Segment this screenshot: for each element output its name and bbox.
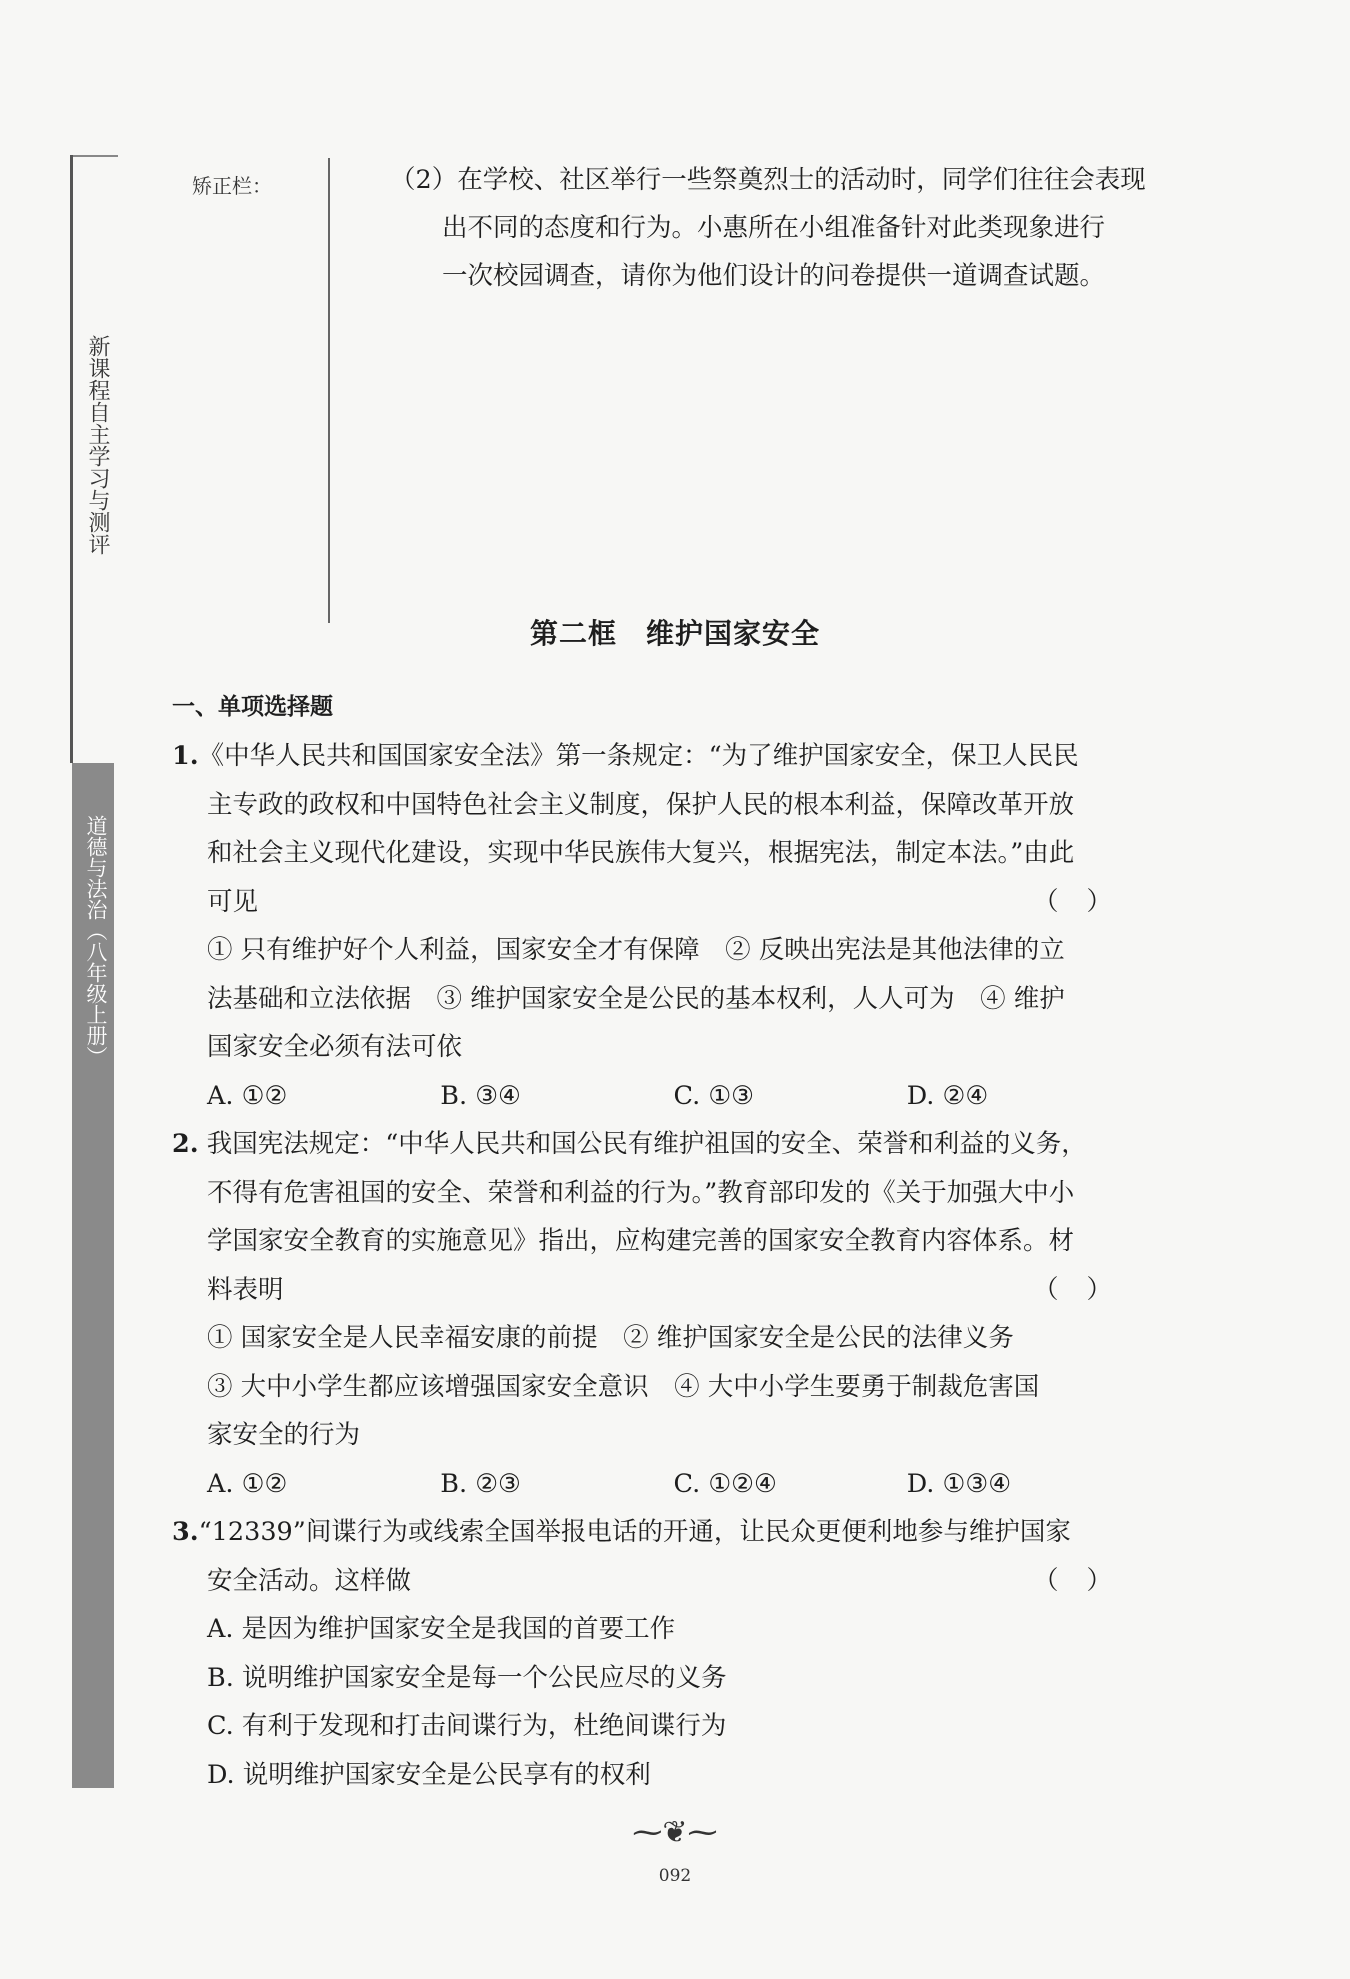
question-stem-last-line bbox=[172, 878, 1140, 927]
answer-bracket[interactable]: （） bbox=[1032, 1274, 1140, 1305]
q2-line: 出不同的态度和行为。小惠所在小组准备针对此类现象进行 bbox=[442, 213, 1106, 243]
option-c[interactable]: C. ①③ bbox=[673, 1080, 755, 1111]
question-stem-line: 和社会主义现代化建设，实现中华民族伟大复兴，根据宪法，制定本法。”由此 bbox=[207, 838, 1075, 868]
stem-text: “12339”间谍行为或线索全国举报电话的开通，让民众更便利地参与维护国家 bbox=[198, 1517, 1071, 1547]
answer-bracket[interactable]: （） bbox=[1032, 1565, 1140, 1596]
options-row bbox=[172, 1072, 1140, 1121]
options-row bbox=[172, 1460, 1140, 1509]
statement-line: 法基础和立法依据 ③ 维护国家安全是公民的基本权利，人人可为 ④ 维护 bbox=[207, 983, 1065, 1014]
margin-rule bbox=[70, 155, 73, 763]
question-stem-last-line bbox=[172, 1557, 1140, 1606]
question-stem-line bbox=[172, 732, 1140, 781]
question-stem-line: 学国家安全教育的实施意见》指出，应构建完善的国家安全教育内容体系。材 bbox=[207, 1226, 1075, 1256]
margin-tick bbox=[70, 155, 118, 157]
option-c[interactable]: C. ①②④ bbox=[673, 1468, 777, 1499]
q2-line: （2）在学校、社区举行一些祭奠烈士的活动时，同学们往往会表现 bbox=[390, 165, 1146, 195]
question-stem-line bbox=[172, 1120, 1140, 1169]
statement-line: 家安全的行为 bbox=[207, 1420, 361, 1450]
previous-question-part-2 bbox=[390, 156, 1146, 300]
option-b[interactable]: B. 说明维护国家安全是每一个公民应尽的义务 bbox=[207, 1662, 727, 1693]
question-3 bbox=[172, 1508, 1140, 1799]
option-a[interactable]: A. ①② bbox=[207, 1468, 288, 1499]
footer-ornament-icon: ⁓❦⁓ bbox=[632, 1815, 718, 1850]
statement-line: ① 只有维护好个人利益，国家安全才有保障 ② 反映出宪法是其他法律的立 bbox=[207, 935, 1065, 965]
statement-line: ③ 大中小学生都应该增强国家安全意识 ④ 大中小学生要勇于制裁危害国 bbox=[207, 1371, 1040, 1402]
subject-title-vertical: 道德与法治（八年级上册） bbox=[84, 815, 108, 1067]
answer-bracket[interactable]: （） bbox=[1032, 886, 1140, 917]
correction-box bbox=[170, 158, 330, 623]
question-number: 2. bbox=[172, 1129, 199, 1159]
option-a[interactable]: A. 是因为维护国家安全是我国的首要工作 bbox=[207, 1614, 676, 1644]
stem-text: 安全活动。这样做 bbox=[207, 1565, 412, 1596]
book-title-vertical: 新课程自主学习与测评 bbox=[85, 335, 110, 555]
question-number: 3. bbox=[172, 1517, 199, 1547]
statement-line: 国家安全必须有法可依 bbox=[207, 1032, 463, 1062]
stem-text: 可见 bbox=[207, 886, 259, 917]
question-stem-line bbox=[172, 1508, 1140, 1557]
stem-text: 我国宪法规定：“中华人民共和国公民有维护祖国的安全、荣誉和利益的义务， bbox=[206, 1129, 1087, 1159]
option-b[interactable]: B. ②③ bbox=[440, 1468, 521, 1499]
question-stem-line: 不得有危害祖国的安全、荣誉和利益的行为。”教育部印发的《关于加强大中小 bbox=[207, 1177, 1075, 1208]
question-2 bbox=[172, 1120, 1140, 1508]
option-a[interactable]: A. ①② bbox=[207, 1080, 288, 1111]
section-title: 第二框 维护国家安全 bbox=[529, 617, 820, 650]
question-1 bbox=[172, 732, 1140, 1120]
part-title: 一、单项选择题 bbox=[172, 694, 333, 720]
statement-line: ① 国家安全是人民幸福安康的前提 ② 维护国家安全是公民的法律义务 bbox=[207, 1323, 1014, 1353]
page-number: 092 bbox=[658, 1866, 692, 1886]
stem-text: 料表明 bbox=[207, 1274, 284, 1305]
question-number: 1. bbox=[172, 741, 199, 771]
option-b[interactable]: B. ③④ bbox=[440, 1080, 521, 1111]
question-stem-last-line bbox=[172, 1266, 1140, 1315]
option-d[interactable]: D. 说明维护国家安全是公民享有的权利 bbox=[207, 1759, 651, 1790]
question-stem-line: 主专政的政权和中国特色社会主义制度，保护人民的根本利益，保障改革开放 bbox=[207, 789, 1075, 820]
option-c[interactable]: C. 有利于发现和打击间谍行为，杜绝间谍行为 bbox=[207, 1711, 727, 1741]
correction-label: 矫正栏： bbox=[192, 174, 272, 198]
option-d[interactable]: D. ①③④ bbox=[906, 1468, 1012, 1499]
stem-text: 《中华人民共和国国家安全法》第一条规定：“为了维护国家安全，保卫人民民 bbox=[198, 741, 1079, 771]
q2-line: 一次校园调查，请你为他们设计的问卷提供一道调查试题。 bbox=[442, 261, 1106, 291]
option-d[interactable]: D. ②④ bbox=[906, 1080, 989, 1111]
